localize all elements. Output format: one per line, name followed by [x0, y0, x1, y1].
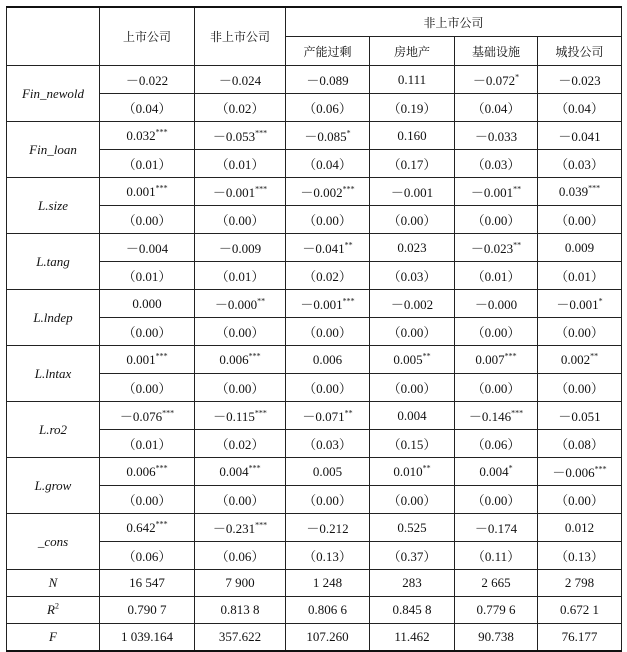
coef-value: 0.525 — [397, 519, 427, 535]
stat-value: 2 798 — [538, 570, 622, 597]
std-error-cell: （0.00） — [455, 486, 538, 514]
coef-value: －0.072 — [472, 73, 516, 88]
header-sub-lgfv: 城投公司 — [538, 37, 622, 66]
coef-value: －0.033 — [474, 129, 518, 144]
coef-cell — [195, 346, 286, 374]
coef-cell — [455, 122, 538, 150]
coef-row — [7, 290, 622, 318]
coef-value: －0.023 — [470, 241, 514, 256]
std-error-cell: （0.13） — [538, 542, 622, 570]
coef-value: 0.039 — [558, 183, 589, 199]
coef-cell — [286, 458, 370, 486]
coef-value: －0.006 — [552, 465, 595, 480]
stat-value: 2 665 — [455, 570, 538, 597]
se-row — [7, 150, 622, 178]
variable-name: Fin_newold — [7, 66, 100, 122]
coef-value: 0.001 — [126, 183, 156, 199]
std-error-cell: （0.04） — [538, 94, 622, 122]
se-row — [7, 94, 622, 122]
std-error-cell: （0.03） — [286, 430, 370, 458]
std-error-cell: （0.00） — [370, 486, 455, 514]
coef-value: 0.111 — [397, 71, 427, 87]
std-error-cell: （0.00） — [286, 486, 370, 514]
coef-cell — [370, 66, 455, 94]
significance-stars: *** — [155, 127, 168, 137]
coef-cell — [195, 514, 286, 542]
stat-label-text: R — [47, 602, 55, 617]
coef-value: －0.024 — [218, 73, 262, 88]
coef-value: －0.041 — [558, 129, 601, 144]
std-error-cell: （0.00） — [370, 374, 455, 402]
std-error-cell: （0.00） — [455, 318, 538, 346]
coef-value: －0.212 — [306, 521, 349, 536]
variable-name: Fin_loan — [7, 122, 100, 178]
coef-value: －0.051 — [558, 409, 601, 424]
coef-value: 0.001 — [126, 351, 156, 367]
std-error-cell: （0.00） — [370, 318, 455, 346]
significance-stars: ** — [344, 240, 353, 250]
coef-value: －0.053 — [212, 129, 256, 144]
std-error-cell: （0.13） — [286, 542, 370, 570]
variable-name: L.size — [7, 178, 100, 234]
header-unlisted: 非上市公司 — [195, 7, 286, 66]
coef-value: －0.000 — [214, 297, 258, 312]
coef-cell — [286, 402, 370, 430]
coef-value: －0.085 — [304, 129, 347, 144]
coef-row — [7, 122, 622, 150]
significance-stars: ** — [590, 351, 599, 361]
std-error-cell: （0.01） — [195, 150, 286, 178]
std-error-cell: （0.00） — [100, 206, 195, 234]
stat-label-text: F — [49, 629, 57, 644]
coef-value: －0.115 — [213, 409, 255, 424]
stat-value: 11.462 — [370, 624, 455, 652]
coef-value: －0.071 — [302, 409, 345, 424]
header-sub-real-estate: 房地产 — [370, 37, 455, 66]
significance-stars: *** — [248, 463, 261, 473]
se-row — [7, 318, 622, 346]
stat-value: 7 900 — [195, 570, 286, 597]
std-error-cell: （0.01） — [100, 262, 195, 290]
coef-cell — [286, 122, 370, 150]
coef-value: 0.004 — [219, 463, 249, 479]
stat-value: 0.672 1 — [538, 597, 622, 624]
coef-value: 0.006 — [312, 351, 343, 367]
coef-value: 0.006 — [126, 463, 156, 479]
coef-cell — [195, 234, 286, 262]
coef-row — [7, 458, 622, 486]
std-error-cell: （0.00） — [100, 318, 195, 346]
significance-stars: ** — [422, 463, 431, 473]
std-error-cell: （0.00） — [100, 374, 195, 402]
coef-cell — [100, 178, 195, 206]
se-row — [7, 430, 622, 458]
coef-value: －0.022 — [125, 73, 169, 88]
header-unlisted-group: 非上市公司 — [286, 7, 622, 37]
coef-value: 0.012 — [564, 519, 595, 535]
std-error-cell: （0.00） — [195, 374, 286, 402]
significance-stars: *** — [254, 408, 267, 418]
stat-value: 90.738 — [455, 624, 538, 652]
std-error-cell: （0.06） — [286, 94, 370, 122]
std-error-cell: （0.00） — [455, 374, 538, 402]
std-error-cell: （0.01） — [195, 262, 286, 290]
coef-value: －0.001 — [300, 297, 343, 312]
coef-cell — [455, 290, 538, 318]
std-error-cell: （0.11） — [455, 542, 538, 570]
std-error-cell: （0.02） — [286, 262, 370, 290]
stat-value: 16 547 — [100, 570, 195, 597]
std-error-cell: （0.04） — [455, 94, 538, 122]
significance-stars: * — [508, 463, 513, 473]
coef-cell — [286, 178, 370, 206]
coef-row — [7, 514, 622, 542]
std-error-cell: （0.04） — [286, 150, 370, 178]
stat-value: 0.845 8 — [370, 597, 455, 624]
significance-stars: ** — [257, 296, 266, 306]
significance-stars: * — [598, 296, 603, 306]
header-listed: 上市公司 — [100, 7, 195, 66]
coef-cell — [538, 234, 622, 262]
std-error-cell: （0.04） — [100, 94, 195, 122]
coef-value: 0.005 — [312, 463, 343, 479]
stat-label — [7, 597, 100, 624]
coef-cell — [538, 514, 622, 542]
significance-stars: *** — [342, 296, 355, 306]
std-error-cell: （0.19） — [370, 94, 455, 122]
coef-cell — [538, 66, 622, 94]
coef-value: 0.032 — [126, 127, 156, 143]
coef-row — [7, 178, 622, 206]
se-row — [7, 206, 622, 234]
stat-label-text: N — [48, 575, 58, 590]
coef-value: －0.076 — [119, 409, 163, 424]
coef-value: 0.010 — [393, 463, 423, 479]
std-error-cell: （0.02） — [195, 94, 286, 122]
significance-stars: *** — [255, 184, 268, 194]
se-row — [7, 262, 622, 290]
coef-cell — [286, 346, 370, 374]
coef-cell — [195, 178, 286, 206]
std-error-cell: （0.00） — [195, 206, 286, 234]
coef-row — [7, 346, 622, 374]
coef-value: －0.146 — [468, 409, 512, 424]
coef-cell — [100, 122, 195, 150]
significance-stars: *** — [511, 408, 524, 418]
std-error-cell: （0.00） — [286, 206, 370, 234]
stat-value: 357.622 — [195, 624, 286, 652]
coef-value: 0.006 — [219, 351, 249, 367]
coef-value: 0.004 — [397, 407, 427, 423]
header-sub-infrastructure: 基础设施 — [455, 37, 538, 66]
coef-cell — [195, 122, 286, 150]
coef-value: －0.002 — [300, 185, 343, 200]
stat-value: 76.177 — [538, 624, 622, 652]
significance-stars: *** — [162, 408, 175, 418]
stat-value: 0.806 6 — [286, 597, 370, 624]
coef-value: －0.004 — [125, 241, 169, 256]
coef-value: 0.009 — [564, 239, 595, 255]
std-error-cell: （0.02） — [195, 430, 286, 458]
coef-cell — [195, 402, 286, 430]
std-error-cell: （0.00） — [195, 486, 286, 514]
coef-cell — [370, 514, 455, 542]
std-error-cell: （0.08） — [538, 430, 622, 458]
coef-cell — [455, 178, 538, 206]
std-error-cell: （0.37） — [370, 542, 455, 570]
coef-cell — [100, 66, 195, 94]
coef-value: －0.000 — [474, 297, 518, 312]
header-row-1 — [7, 7, 622, 37]
stat-value: 107.260 — [286, 624, 370, 652]
significance-stars: *** — [588, 183, 601, 193]
significance-stars: *** — [155, 183, 168, 193]
stat-value: 0.779 6 — [455, 597, 538, 624]
variable-name: L.lndep — [7, 290, 100, 346]
std-error-cell: （0.03） — [370, 262, 455, 290]
stat-row — [7, 624, 622, 652]
significance-stars: *** — [155, 463, 168, 473]
std-error-cell: （0.00） — [195, 318, 286, 346]
coef-value: 0.007 — [475, 351, 505, 367]
variable-name: L.tang — [7, 234, 100, 290]
std-error-cell: （0.00） — [538, 318, 622, 346]
coef-value: 0.642 — [126, 519, 156, 535]
std-error-cell: （0.17） — [370, 150, 455, 178]
se-row — [7, 486, 622, 514]
significance-stars: ** — [422, 351, 431, 361]
std-error-cell: （0.00） — [286, 374, 370, 402]
std-error-cell: （0.00） — [538, 486, 622, 514]
coef-row — [7, 234, 622, 262]
coef-cell — [538, 122, 622, 150]
significance-stars: *** — [594, 464, 607, 474]
std-error-cell: （0.06） — [195, 542, 286, 570]
coef-cell — [538, 458, 622, 486]
significance-stars: * — [346, 128, 351, 138]
std-error-cell: （0.00） — [100, 486, 195, 514]
stat-value: 0.790 7 — [100, 597, 195, 624]
significance-stars: *** — [342, 184, 355, 194]
coef-value: －0.001 — [556, 297, 599, 312]
coef-value: －0.001 — [390, 185, 434, 200]
stat-value: 1 248 — [286, 570, 370, 597]
coef-cell — [100, 346, 195, 374]
se-row — [7, 542, 622, 570]
significance-stars: ** — [344, 408, 353, 418]
regression-table — [6, 6, 622, 652]
coef-cell — [455, 514, 538, 542]
stat-row — [7, 570, 622, 597]
std-error-cell: （0.01） — [538, 262, 622, 290]
std-error-cell: （0.00） — [538, 206, 622, 234]
variable-name: L.lntax — [7, 346, 100, 402]
coef-cell — [100, 514, 195, 542]
coef-value: －0.041 — [302, 241, 345, 256]
coef-row — [7, 402, 622, 430]
coef-value: 0.002 — [560, 351, 591, 367]
significance-stars: ** — [513, 240, 522, 250]
coef-cell — [370, 402, 455, 430]
std-error-cell: （0.01） — [100, 150, 195, 178]
coef-cell — [455, 346, 538, 374]
coef-cell — [455, 234, 538, 262]
significance-stars: *** — [504, 351, 517, 361]
header-sub-overcapacity: 产能过剩 — [286, 37, 370, 66]
stat-value: 283 — [370, 570, 455, 597]
stat-value: 1 039.164 — [100, 624, 195, 652]
variable-name: L.grow — [7, 458, 100, 514]
coef-cell — [370, 290, 455, 318]
coef-value: 0.000 — [132, 295, 162, 311]
variable-name: _cons — [7, 514, 100, 570]
coef-cell — [455, 66, 538, 94]
coef-cell — [286, 66, 370, 94]
coef-cell — [100, 234, 195, 262]
coef-cell — [100, 290, 195, 318]
coef-cell — [286, 234, 370, 262]
std-error-cell: （0.00） — [538, 374, 622, 402]
significance-stars: *** — [155, 351, 168, 361]
coef-cell — [195, 66, 286, 94]
coef-value: 0.160 — [397, 127, 427, 143]
significance-stars: *** — [248, 351, 261, 361]
header-corner — [7, 7, 100, 66]
coef-value: －0.089 — [306, 73, 349, 88]
significance-stars: * — [515, 72, 520, 82]
coef-cell — [538, 290, 622, 318]
coef-value: －0.009 — [218, 241, 262, 256]
stat-label — [7, 624, 100, 652]
coef-cell — [100, 458, 195, 486]
std-error-cell: （0.00） — [455, 206, 538, 234]
coef-value: 0.023 — [397, 239, 427, 255]
coef-value: －0.002 — [390, 297, 434, 312]
stat-label — [7, 570, 100, 597]
se-row — [7, 374, 622, 402]
variable-name: L.ro2 — [7, 402, 100, 458]
std-error-cell: （0.00） — [370, 206, 455, 234]
coef-row — [7, 66, 622, 94]
coef-cell — [370, 122, 455, 150]
coef-cell — [538, 402, 622, 430]
std-error-cell: （0.01） — [455, 262, 538, 290]
significance-stars: ** — [513, 184, 522, 194]
coef-cell — [455, 402, 538, 430]
significance-stars: *** — [255, 128, 268, 138]
coef-cell — [370, 178, 455, 206]
coef-value: －0.174 — [474, 521, 518, 536]
std-error-cell: （0.03） — [538, 150, 622, 178]
coef-cell — [370, 234, 455, 262]
coef-cell — [195, 458, 286, 486]
stat-value: 0.813 8 — [195, 597, 286, 624]
coef-cell — [286, 514, 370, 542]
coef-value: －0.001 — [212, 185, 256, 200]
coef-value: 0.004 — [479, 463, 509, 479]
coef-cell — [538, 178, 622, 206]
coef-value: －0.001 — [470, 185, 514, 200]
coef-value: 0.005 — [393, 351, 423, 367]
coef-cell — [195, 290, 286, 318]
std-error-cell: （0.00） — [286, 318, 370, 346]
coef-cell — [455, 458, 538, 486]
coef-value: －0.231 — [212, 521, 256, 536]
std-error-cell: （0.06） — [455, 430, 538, 458]
coef-cell — [538, 346, 622, 374]
coef-cell — [100, 402, 195, 430]
significance-stars: *** — [155, 519, 168, 529]
std-error-cell: （0.03） — [455, 150, 538, 178]
std-error-cell: （0.15） — [370, 430, 455, 458]
stat-label-superscript: 2 — [54, 601, 59, 611]
coef-value: －0.023 — [558, 73, 601, 88]
coef-cell — [286, 290, 370, 318]
coef-cell — [370, 458, 455, 486]
std-error-cell: （0.01） — [100, 430, 195, 458]
significance-stars: *** — [255, 520, 268, 530]
stat-row — [7, 597, 622, 624]
coef-cell — [370, 346, 455, 374]
std-error-cell: （0.06） — [100, 542, 195, 570]
